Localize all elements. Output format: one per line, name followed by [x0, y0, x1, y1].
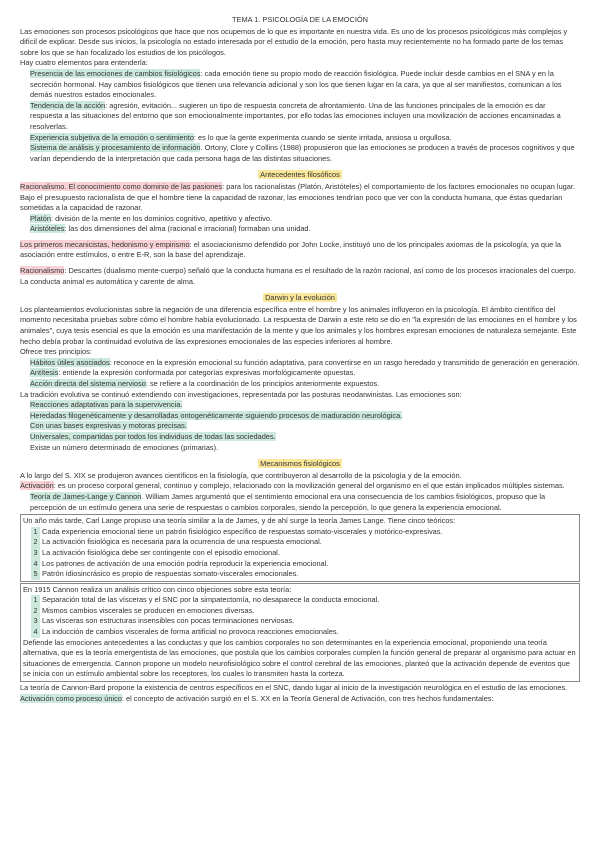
intro-paragraph: Las emociones son procesos psicológicos que hace que nos ocupemos de lo que es importante en nuestra vida. Es uno de los procesos psicológicos más complejos y difícil de explicar. Desde sus inicios, la psicología no estado interesada por el estudio de la emoción, pero hasta muy recientemente no ha formado parte de los temas sobre los que se han focalizado los estudios de los psicólogos.: [20, 26, 568, 57]
activacion-proceso-paragraph: Activación como proceso único: el concepto de activación surgió en el S. XX en la Teoría General de Activación, con tres hechos fundamentales:: [20, 693, 494, 703]
platon-item: Platón: división de la mente en los dominios cognitivo, apetitivo y afectivo.: [30, 213, 272, 223]
highlight: Activación como proceso único: [20, 693, 122, 703]
list-item: 2 La activación fisiológica es necesaria para la ocurrencia de una respuesta emocional.: [23, 537, 577, 548]
box-intro: Un año más tarde, Carl Lange propuso una teoría similar a la de James, y de ahí surge la teoría James Lange. Tiene cinco teóricos:: [23, 516, 456, 526]
emocion-item: Con unas bases expresivas y motoras precisas.: [30, 421, 187, 431]
element-item: Presencia de las emociones de cambios fisiológicos: cada emoción tiene su propio modo de reacción fisiológica. Puede incluir desde cambios en el SNA y en la secreción hormonal. Hay cambios fisiológicos que tienen una relevancia adicional y son los que tienen lugar en la cara, ya que al ser manifiestos, comunican a los demás nuestros estados emocionales.: [30, 68, 562, 100]
activacion-paragraph: Activación: es un proceso corporal general, continuo y complejo, relacionado con la movilización general del organismo en el que están implicados múltiples sistemas.: [20, 481, 565, 491]
section-heading-mecanismos: Mecanismos fisiológicos: [260, 459, 340, 469]
emocion-item: Heredadas filogenéticamente y desarrolladas ontogenéticamente siguiendo procesos de maduración neurológica.: [30, 410, 403, 420]
box-intro: En 1915 Cannon realiza un análisis crítico con cinco objeciones sobre esta teoría:: [23, 584, 292, 594]
aristoteles-item: Aristóteles: las dos dimensiones del alma (racional e irracional) formaban una unidad.: [30, 224, 311, 234]
principio-item: Acción directa del sistema nervioso: se refiere a la coordinación de los principios anteriormente expuestos.: [30, 379, 380, 388]
section-heading-antecedentes: Antecedentes filosóficos: [260, 170, 340, 180]
descartes-paragraph: Racionalismo: Descartes (dualismo mente-cuerpo) señaló que la conducta humana es el resultado de la razón racional, así como de los procesos irracionales del cuerpo. La conducta animal es automática y carente de alma.: [20, 266, 576, 286]
list-item: 1 Cada experiencia emocional tiene un patrón fisiológico específico de respuestas somato-viscerales y motórico-expresivas.: [23, 527, 577, 538]
james-lange-paragraph: Teoría de James-Lange y Cannon. William James argumentó que el sentimiento emocional era una consecuencia de los cambios fisiológicos, propuso que la percepción de un estímulo genera una serie de respuestas o cambios corporales, siendo la percepción, lo que genera la experiencia emocional.: [30, 491, 546, 512]
james-lange-box: [20, 514, 580, 582]
section-heading-darwin: Darwin y la evolución: [265, 293, 335, 303]
intro-sub: Hay cuatro elementos para entenderla:: [20, 58, 148, 68]
principios-intro: Ofrece tres principios:: [20, 347, 92, 357]
highlight: Racionalismo. El conocimiento como dominio de las pasiones: [20, 181, 223, 191]
highlight: Platón: [30, 213, 51, 223]
highlight: Sistema de análisis y procesamiento de información: [30, 143, 201, 153]
list-item: 3 Las vísceras son estructuras insensibles con pocas terminaciones nerviosas.: [23, 616, 577, 627]
highlight: Los primeros mecanicistas, hedonismo y empirismo: [20, 239, 190, 249]
element-item: Tendencia de la acción: agresión, evitación... sugieren un tipo de respuesta concreta de afrontamiento. Una de las funciones principales de la emoción es dar respuesta a las situaciones del entorno que son emocionalmente importantes, por ello todas las emociones incluyen una movilización de acciones encaminadas a resolverlas.: [30, 100, 561, 131]
highlight: Racionalismo: [20, 266, 65, 276]
highlight: Presencia de las emociones de cambios fisiológicos: [30, 68, 201, 78]
list-item: 4 La inducción de cambios viscerales de forma artificial no provoca reacciones emocionales.: [23, 627, 577, 638]
asociacionismo-paragraph: Los primeros mecanicistas, hedonismo y empirismo: el asociacionismo defendido por John Locke, instituyó uno de los principales axiomas de la psicología, ya que la asociación entre estímulos, o entre E-R, son la base del aprendizaje.: [20, 239, 562, 260]
list-item: 5 Patrón idiosincrásico es propio de respuestas somato-viscerales emocionales.: [23, 569, 577, 580]
emocion-item: Universales, compartidas por todos los individuos de todas las sociedades.: [30, 431, 276, 441]
cannon-box: [20, 583, 580, 682]
highlight: Hábitos útiles asociados: [30, 357, 110, 367]
darwin-paragraph: Los planteamientos evolucionistas sobre la negación de una diferencia específica entre el hombre y los animales influyeron en la psicología. El ámbito científico del momento necesitaba pruebas sobre cómo el hombre había evolucionado. La respuesta de Darwin a este reto se dio en "la expresión de las emociones en el hombre y los animales", cuya tesis esencial es que la emoción es una manifestación de la mente y que los animales y los hombres expresan emociones de naturaleza semejante. Este hecho debía probar la continuidad evolutiva de las expresiones emocionales de las especies inferiores al hombre.: [20, 304, 577, 346]
highlight: Antítesis: [30, 368, 59, 378]
highlight: Experiencia subjetiva de la emoción o sentimiento: [30, 132, 194, 142]
highlight: Tendencia de la acción: [30, 100, 106, 110]
racionalismo-paragraph: Racionalismo. El conocimiento como dominio de las pasiones: para los racionalistas (Platón, Aristóteles) el comportamiento de los factores emocionales no ocupan lugar. Bajo el presupuesto racionalista de que el hombre tiene la capacidad de razonar, las emociones tendrían poco que ver con la conducta humana, que éstas quedarían sometidas a la capacidad de razonar.: [20, 181, 576, 213]
emocion-item: Existe un número determinado de emociones (primarias).: [30, 442, 219, 452]
highlight: Teoría de James-Lange y Cannon: [30, 491, 142, 501]
cannon-paragraph: Defiende las emociones antecedentes a las conductas y que los cambios corporales no son determinantes en la experiencia emocional, proponiendo una teoría alternativa, que es la teoría emergentista de las emociones, que postula que los cambios corporales cumplen la función general de preparar al organismo para actuar en situaciones de emergencia. Cannon propone un modelo neurofisiológico sobre el control cerebral de las emociones, planteó que la activación depende de eventos que se inicia con un estímulo ambiental sobre los receptores, los cuales lo transmiten hasta la corteza.: [23, 637, 576, 679]
list-item: 3 La activación fisiológica debe ser contingente con el episodio emocional.: [23, 548, 577, 559]
list-item: 1 Separación total de las vísceras y el SNC por la simpatectomía, no desaparece la conducta emocional.: [23, 595, 577, 606]
mecanismos-intro: A lo largo del S. XIX se produjeron avances científicos en la fisiología, que contribuyeron al desarrollo de la psicología y de la emoción.: [20, 470, 462, 480]
document-page: [20, 0, 580, 704]
emocion-item: Reacciones adaptativas para la supervivencia.: [30, 400, 183, 410]
highlight: Aristóteles: [30, 224, 65, 234]
highlight: Acción directa del sistema nervioso: [30, 379, 146, 388]
cannon-bard-paragraph: La teoría de Cannon-Bard propone la existencia de centros específicos en el SNC, dando lugar al inicio de la investigación neurológica en el estudio de las emociones.: [20, 683, 568, 693]
highlight: Activación: [20, 481, 54, 491]
principio-item: Antítesis: entiende la expresión conformada por categorías expresivas morfológicamente opuestas.: [30, 368, 356, 378]
element-item: Experiencia subjetiva de la emoción o sentimiento: es lo que la gente experimenta cuando se siente irritada, ansiosa u orgullosa.: [30, 132, 452, 142]
list-item: 2 Mismos cambios viscerales se producen en emociones diversas.: [23, 606, 577, 617]
document-title: TEMA 1. PSICOLOGÍA DE LA EMOCIÓN: [232, 15, 368, 24]
list-item: 4 Los patrones de activación de una emoción podría reproducir la experiencia emocional.: [23, 559, 577, 570]
element-item: Sistema de análisis y procesamiento de información. Ortony, Clore y Collins (1988) propusieron que las emociones se producen a través de procesos cognitivos y que varían dependiendo de la interpretación que cada persona haga de las distintas situaciones.: [30, 143, 575, 163]
tradicion-paragraph: La tradición evolutiva se continuó extendiendo con investigaciones, representada por las posturas neodarwinistas. Las emociones son:: [20, 389, 462, 399]
principio-item: Hábitos útiles asociados: reconoce en la expresión emocional su función adaptativa, para convertirse en un rasgo heredado y transmitido de generación en generación.: [30, 357, 580, 367]
